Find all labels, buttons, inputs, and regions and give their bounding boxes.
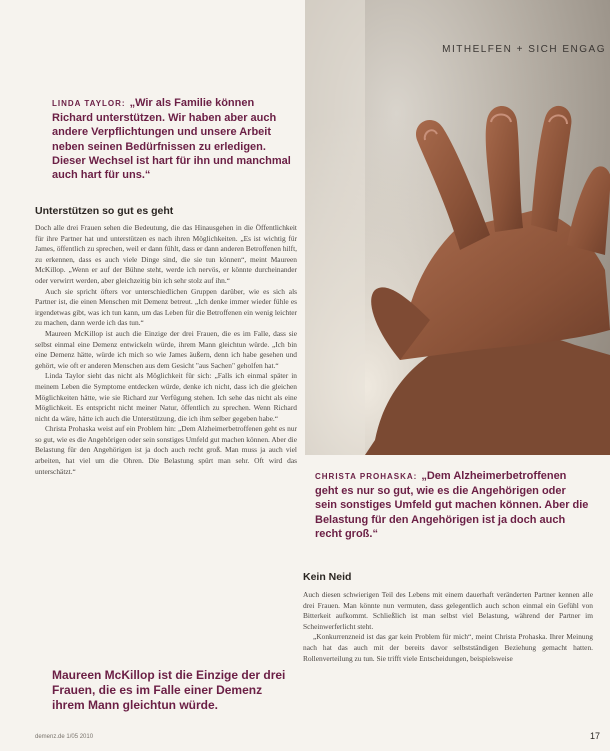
section-label: MITHELFEN + SICH ENGAG [442,44,606,55]
hand-photo [305,0,610,455]
page-number: 17 [589,731,600,741]
pull-quote-prohaska [315,469,590,541]
quote-speaker: LINDA TAYLOR: [52,99,126,108]
pull-quote-mckillop: Maureen McKillop ist die Einzige der drei Frauen, die es im Falle einer Demenz ihrem Mann gleichtun würde. [52,668,286,712]
section-heading-kein-neid: Kein Neid [303,571,352,583]
paragraph: Maureen McKillop ist auch die Einzige der drei Frauen, die es im Falle, dass sie selbst einmal eine Demenz entwickeln würde, ihrem Mann gleichtun würde. „Ich bin eine Demenz hätte, würde ich mich so wie James äußern, denn ich habe gesehen und gehört, wie oft er anderen Menschen aus dem Gesicht "aus Sachen" geholfen hat.“ [35,328,297,370]
quote-text: „Wir als Familie können Richard unterstützen. Wir haben aber auch andere Verpflichtungen und unsere Arbeit neben seinen Bedürfnissen zu erledigen. Dieser Wechsel ist hart für ihn und manchmal auch hart für uns.“ [52,97,291,182]
paragraph: Linda Taylor sieht das nicht als Möglichkeit für sich: „Falls ich einmal später in meinem Leben die Symptome entdecken würde, denke ich nicht, dass ich die gleichen Möglichkeiten hätte, wie sie Richard zur Verfügung stehen. Ich sehe das nicht als eine Möglichkeit. Es entspricht nicht meiner Natur, öffentlich zu sprechen. Wenn Richard nicht da wäre, hätte ich auch die Unterstützung, die ich ihm selber gegeben habe.“ [35,371,297,423]
quote-text: „Dem Alzheimerbetroffenen geht es nur so gut, wie es die Angehörigen oder sein sonstiges Umfeld gut machen können. Aber die Belastung für den Angehörigen ist ja doch auch recht groß.“ [315,470,589,540]
body-column-left [35,223,297,663]
footer-publication: demenz.de 1/05 2010 [35,734,94,740]
quote-speaker: CHRISTA PROHASKA: [315,472,418,481]
section-heading-unterstuetzen: Unterstützen so gut es geht [35,205,174,217]
paragraph: Auch diesen schwierigen Teil des Lebens mit einem dauerhaft veränderten Partner kennen alle drei Frauen. Man könnte nun vermuten, dass gelegentlich auch schon einmal ein Gefühl von Bitterkeit aufkommt. Schließlich ist man selbst viel Belastung, während der Partner im Scheinwerferlicht steht. [303,590,593,631]
paragraph: Auch sie spricht öfters vor unterschiedlichen Gruppen darüber, wie es sich als Partner ist, die einen Menschen mit Demenz betreut. „Ich denke immer wieder fühle es irgendetwas gibt, was ich tun kann, um das Leben für die Betroffenen ein wenig leichter zu machen, dann werde ich das tun.“ [35,286,297,328]
pull-quote-taylor [52,96,292,182]
paragraph: Christa Prohaska weist auf ein Problem hin: „Dem Alzheimerbetroffenen geht es nur so gut, wie es die Angehörigen oder sein sonstiges Umfeld gut machen können. Aber die Belastung für den Angehörigen ist ja doch auch recht groß. Man muss ja auch viel arbeiten, hat viel um die Ohren. Die Belastung spürt man sehr. Oft wird das unterschätzt.“ [35,424,297,476]
paragraph: „Konkurrenzneid ist das gar kein Problem für mich“, meint Christa Prohaska. Ihrer Meinung nach hat das auch mit der bereits davor selbstständigen Beziehung gemacht hatten. Rollenverteilung zu tun. Sie trifft viele Entscheidungen, beispielsweise [303,632,593,663]
body-column-right [303,590,593,710]
paragraph: Doch alle drei Frauen sehen die Bedeutung, die das Hinausgehen in die Öffentlichkeit für ihre Partner hat und unterstützen es nach ihren Möglichkeiten. „Es ist wichtig für James, öffentlich zu sprechen, weil er dann fühlt, dass er dann anderen Betroffenen hilft, zu erkennen, dass es auch viele Dinge sind, die sie tun können“, meint Maureen McKillop. „Wenn er auf der Bühne steht, werde ich nervös, er könnte durcheinander oder verwirrt werden, aber gleichzeitig bin ich sehr stolz auf ihn.“ [35,223,297,285]
hand-illustration [305,0,610,455]
